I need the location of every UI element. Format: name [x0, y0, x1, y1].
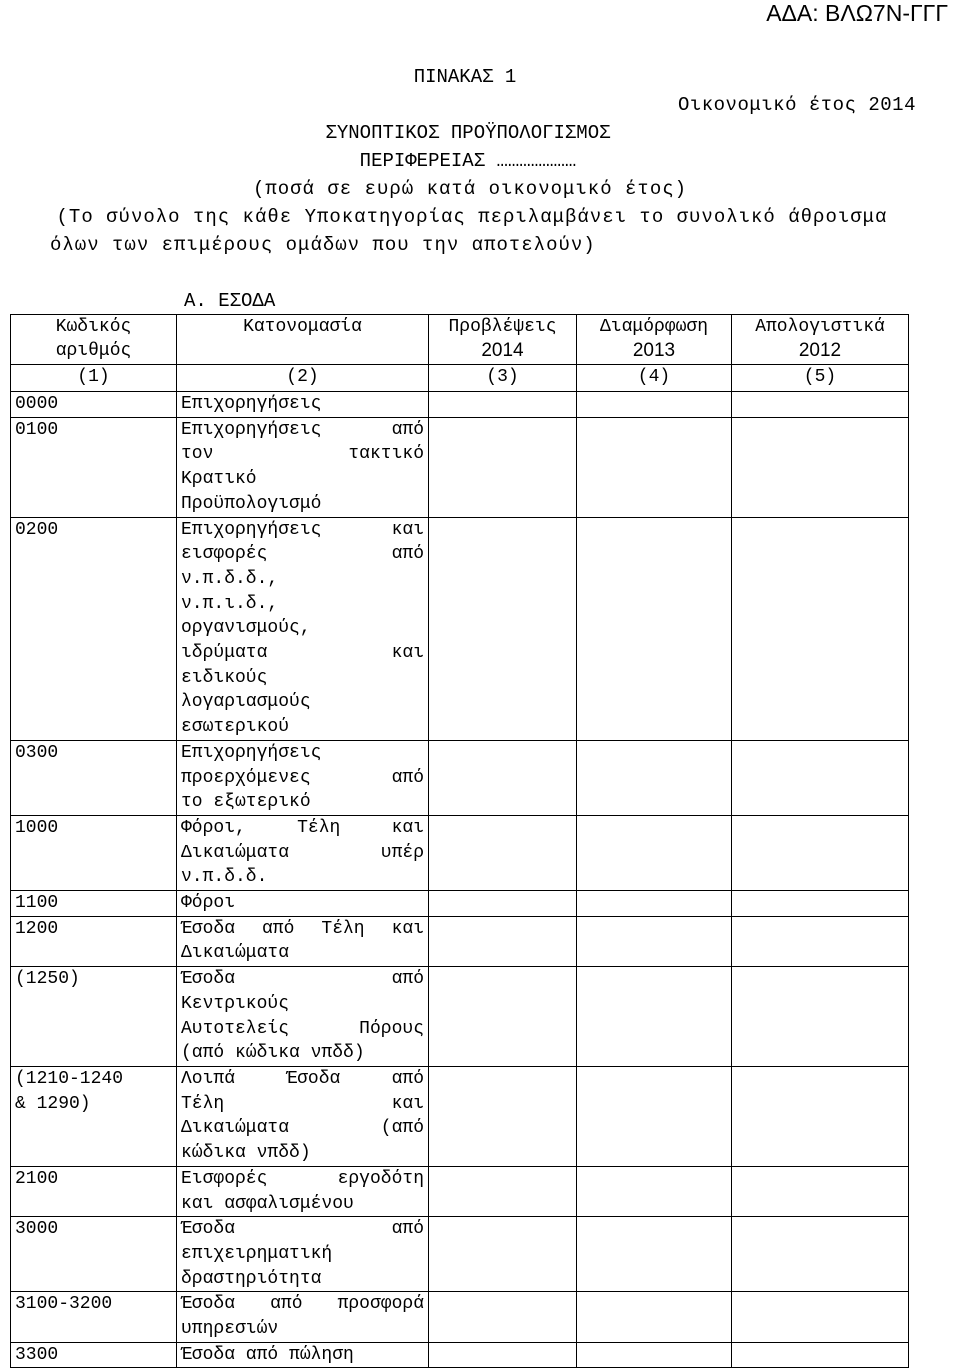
subtotal-note-line1: (Το σύνολο της κάθε Υποκατηγορίας περιλαμβάνει το συνολικό άθροισμα — [56, 206, 888, 228]
row-description-line: Δικαιώματα υπέρ — [181, 842, 424, 863]
row-description — [177, 1217, 429, 1292]
forecast-cell — [429, 517, 577, 740]
accounts-cell — [732, 1342, 909, 1368]
forecast-cell — [429, 916, 577, 966]
row-description-line: δραστηριότητα — [181, 1268, 322, 1289]
table-row — [11, 891, 909, 917]
row-code: 3000 — [11, 1217, 177, 1292]
col-header-code: Κωδικός αριθμός — [11, 315, 177, 365]
col-header-forecast: Προβλέψεις 2014 — [429, 315, 577, 365]
accounts-cell — [732, 1292, 909, 1342]
row-description — [177, 815, 429, 890]
row-code: (1210-1240 & 1290) — [11, 1066, 177, 1166]
table-row — [11, 417, 909, 517]
row-description-line: οργανισμούς, — [181, 618, 311, 639]
row-description-line: Έσοδα από Τέλη και — [181, 918, 424, 939]
row-description — [177, 417, 429, 517]
forecast-cell — [429, 1166, 577, 1216]
table-row — [11, 740, 909, 815]
accounts-cell — [732, 1166, 909, 1216]
table-row — [11, 517, 909, 740]
row-description-line: Έσοδα από — [181, 1219, 424, 1240]
row-code: 0000 — [11, 392, 177, 418]
row-description-line: Επιχορηγήσεις από — [181, 419, 424, 440]
row-description-line: Επιχορηγήσεις και — [181, 519, 424, 540]
forecast-cell — [429, 740, 577, 815]
col-number-4: (4) — [577, 365, 732, 392]
formation-cell — [577, 1217, 732, 1292]
formation-cell — [577, 417, 732, 517]
formation-cell — [577, 392, 732, 418]
formation-cell — [577, 967, 732, 1067]
row-code: 0100 — [11, 417, 177, 517]
row-description — [177, 517, 429, 740]
row-description-line: Κρατικό — [181, 469, 257, 490]
formation-cell — [577, 517, 732, 740]
formation-cell — [577, 916, 732, 966]
formation-cell — [577, 1166, 732, 1216]
row-description-line: Κεντρικούς — [181, 993, 290, 1014]
col-number-3: (3) — [429, 365, 577, 392]
row-description-line: Έσοδα από προσφορά — [181, 1294, 424, 1315]
row-description-line: προερχόμενες από — [181, 767, 424, 788]
row-code: 3100-3200 — [11, 1292, 177, 1342]
formation-cell — [577, 1292, 732, 1342]
row-description-line: λογαριασμούς — [181, 692, 311, 713]
forecast-cell — [429, 967, 577, 1067]
row-description-line: Επιχορηγήσεις — [181, 394, 322, 414]
col-number-1: (1) — [11, 365, 177, 392]
table-row — [11, 916, 909, 966]
row-description-line: εσωτερικού — [181, 717, 290, 738]
forecast-cell — [429, 392, 577, 418]
row-description — [177, 740, 429, 815]
row-code: 1000 — [11, 815, 177, 890]
formation-cell — [577, 815, 732, 890]
row-description-line: Έσοδα από πώληση — [181, 1344, 354, 1365]
table-number: ΠΙΝΑΚΑΣ 1 — [413, 66, 517, 88]
accounts-cell — [732, 815, 909, 890]
row-description-line: και ασφαλισμένου — [181, 1193, 354, 1214]
section-title: Α. ΕΣΟΔΑ — [184, 290, 276, 312]
fiscal-year: Οικονομικό έτος 2014 — [677, 94, 916, 116]
row-description-line: κώδικα νπδδ) — [181, 1143, 311, 1164]
row-description-line: Δικαιώματα — [181, 943, 290, 964]
col-number-5: (5) — [732, 365, 909, 392]
row-description-line: Φόροι — [181, 893, 236, 914]
row-description-line: Επιχορηγήσεις — [181, 742, 322, 763]
formation-cell — [577, 740, 732, 815]
accounts-cell — [732, 916, 909, 966]
row-code: 0200 — [11, 517, 177, 740]
row-description-line: Τέλη και — [181, 1093, 424, 1114]
accounts-cell — [732, 1217, 909, 1292]
accounts-cell — [732, 392, 909, 418]
row-code: 1200 — [11, 916, 177, 966]
forecast-cell — [429, 417, 577, 517]
document-title: ΣΥΝΟΠΤΙΚΟΣ ΠΡΟΫΠΟΛΟΓΙΣΜΟΣ — [325, 122, 611, 144]
row-description-line: υπηρεσιών — [181, 1319, 279, 1340]
row-description — [177, 392, 429, 418]
row-code: 1100 — [11, 891, 177, 917]
revenue-table — [10, 314, 909, 1368]
row-description-line: Αυτοτελείς Πόρους — [181, 1018, 424, 1039]
row-code: 0300 — [11, 740, 177, 815]
ada-code: ΑΔΑ: ΒΛΩ7Ν-ΓΓΓ — [766, 0, 948, 26]
row-description — [177, 1342, 429, 1368]
row-description-line: τον τακτικό — [181, 444, 424, 465]
table-row — [11, 392, 909, 418]
accounts-cell — [732, 740, 909, 815]
row-description-line: (από κώδικα νπδδ) — [181, 1043, 365, 1064]
row-code: 3300 — [11, 1342, 177, 1368]
forecast-cell — [429, 815, 577, 890]
row-description — [177, 1166, 429, 1216]
row-description-line: ιδρύματα και — [181, 643, 424, 664]
table-row — [11, 815, 909, 890]
col-number-2: (2) — [177, 365, 429, 392]
forecast-cell — [429, 1342, 577, 1368]
row-description — [177, 916, 429, 966]
row-description-line: ειδικούς — [181, 667, 268, 688]
table-row — [11, 1217, 909, 1292]
row-description — [177, 967, 429, 1067]
row-description-line: Εισφορές εργοδότη — [181, 1168, 424, 1189]
row-description-line: εισφορές από — [181, 544, 424, 565]
row-description — [177, 1292, 429, 1342]
formation-cell — [577, 1342, 732, 1368]
forecast-cell — [429, 1066, 577, 1166]
row-description-line: επιχειρηματική — [181, 1243, 333, 1264]
row-description-line: Δικαιώματα (από — [181, 1118, 424, 1139]
row-description — [177, 891, 429, 917]
amounts-note: (ποσά σε ευρώ κατά οικονομικό έτος) — [252, 178, 688, 200]
row-description-line: Έσοδα από — [181, 969, 424, 990]
row-description-line: Λοιπά Έσοδα από — [181, 1068, 424, 1089]
accounts-cell — [732, 517, 909, 740]
col-header-accounts: Απολογιστικά 2012 — [732, 315, 909, 365]
row-description — [177, 1066, 429, 1166]
table-row — [11, 1342, 909, 1368]
row-description-line: ν.π.ι.δ., — [181, 593, 279, 614]
table-row — [11, 1066, 909, 1166]
table-row — [11, 1166, 909, 1216]
accounts-cell — [732, 891, 909, 917]
row-code: (1250) — [11, 967, 177, 1067]
forecast-cell — [429, 1292, 577, 1342]
row-description-line: Προϋπολογισμό — [181, 493, 322, 514]
table-row — [11, 967, 909, 1067]
row-code: 2100 — [11, 1166, 177, 1216]
accounts-cell — [732, 1066, 909, 1166]
col-header-name: Κατονομασία — [177, 315, 429, 365]
accounts-cell — [732, 417, 909, 517]
col-header-formation: Διαμόρφωση 2013 — [577, 315, 732, 365]
row-description-line: Φόροι, Τέλη και — [181, 817, 424, 838]
region-line: ΠΕΡΙΦΕΡΕΙΑΣ ………………… — [359, 150, 577, 172]
row-description-line: ν.π.δ.δ. — [181, 867, 268, 888]
table-row — [11, 1292, 909, 1342]
row-description-line: το εξωτερικό — [181, 792, 311, 813]
forecast-cell — [429, 891, 577, 917]
formation-cell — [577, 891, 732, 917]
forecast-cell — [429, 1217, 577, 1292]
accounts-cell — [732, 967, 909, 1067]
row-description-line: ν.π.δ.δ., — [181, 568, 279, 589]
formation-cell — [577, 1066, 732, 1166]
